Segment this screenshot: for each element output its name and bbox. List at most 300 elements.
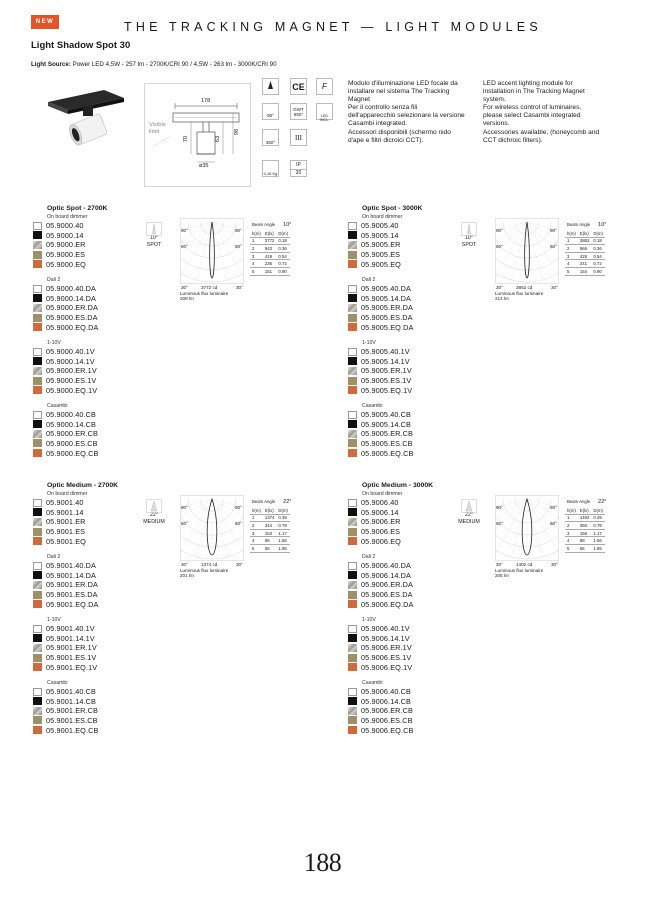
beam-cone-icon xyxy=(146,222,162,236)
dim-width: 178 xyxy=(201,98,211,104)
finish-swatch xyxy=(33,726,42,734)
product-code-row[interactable] xyxy=(348,322,422,332)
beam-table-cell: 3772 xyxy=(264,238,275,244)
product-code-row[interactable] xyxy=(33,221,107,231)
product-code: 05.9005.ER.1V xyxy=(361,366,412,376)
group-label: Casambi xyxy=(362,402,383,409)
section-title: Optic Medium - 2700K xyxy=(47,482,119,489)
polar-label-mid-right: 60° xyxy=(550,244,557,249)
beam-table-cell: 0.36 xyxy=(276,245,290,253)
product-code-row[interactable] xyxy=(33,259,107,269)
product-code-row[interactable] xyxy=(348,284,422,294)
product-code-row[interactable] xyxy=(33,508,118,518)
beam-table-row xyxy=(250,260,290,268)
product-code-row[interactable] xyxy=(33,429,107,439)
beam-table-head-cell: D(m) xyxy=(278,507,288,513)
finish-swatch xyxy=(33,430,42,438)
beam-table-cell: 88 xyxy=(578,537,592,545)
product-code-row[interactable] xyxy=(348,580,433,590)
polar-label-left: 90° xyxy=(181,228,188,233)
product-code-row[interactable] xyxy=(348,240,422,250)
product-code-row[interactable] xyxy=(33,240,107,250)
product-code: 05.9006.ER.CB xyxy=(361,706,414,716)
finish-swatch xyxy=(33,654,42,662)
beam-table-row xyxy=(565,267,605,275)
beam-table-row xyxy=(250,237,290,245)
product-code-row[interactable] xyxy=(33,231,107,241)
product-code: 05.9006.40.CB xyxy=(361,687,411,697)
product-code: 05.9001.40.1V xyxy=(46,624,95,634)
product-code-row[interactable] xyxy=(348,527,433,537)
product-code-row[interactable] xyxy=(348,643,433,653)
product-code-row[interactable] xyxy=(33,303,107,313)
product-code: 05.9005.ES.DA xyxy=(361,313,413,323)
product-code: 05.9001.14.DA xyxy=(46,570,96,580)
polar-label-bottom-right: 30° xyxy=(551,285,558,290)
beam-table-cell: 56 xyxy=(578,544,592,552)
finish-swatch xyxy=(348,231,357,239)
light-source-value: Power LED 4,5W - 257 lm - 2700K/CRI 90 / 4,5W - 263 lm - 3000K/CRI 90 xyxy=(72,61,277,68)
product-code-row[interactable] xyxy=(33,420,107,430)
finish-swatch xyxy=(348,420,357,428)
product-code-row[interactable] xyxy=(33,410,107,420)
light-source-label: Light Source: xyxy=(31,61,71,68)
f-mark-icon: F xyxy=(316,78,333,95)
class-three-icon: III xyxy=(290,129,307,146)
product-code-row[interactable] xyxy=(348,231,422,241)
product-code: 05.9000.EQ.CB xyxy=(46,448,99,458)
product-code: 05.9000.EQ xyxy=(46,259,86,269)
flux-value: 209 lm xyxy=(180,296,194,301)
finish-swatch xyxy=(33,222,42,230)
beam-table-cell: 419 xyxy=(263,252,277,260)
finish-swatch xyxy=(348,357,357,365)
product-code: 05.9001.EQ.CB xyxy=(46,725,99,735)
code-group xyxy=(33,491,118,546)
product-code: 05.9006.ES.1V xyxy=(361,653,412,663)
product-code-row[interactable] xyxy=(348,439,422,449)
product-code-row[interactable] xyxy=(348,517,433,527)
product-code: 05.9006.ES xyxy=(361,527,401,537)
beam-table-head-cell: h(m) xyxy=(567,507,576,513)
product-code: 05.9006.14.1V xyxy=(361,633,410,643)
beam-cone-icon xyxy=(461,499,477,513)
product-code-row[interactable] xyxy=(348,410,422,420)
product-code: 05.9005.14.DA xyxy=(361,293,411,303)
product-code-row[interactable] xyxy=(348,561,433,571)
group-label: 1-10V xyxy=(47,616,61,623)
product-code-row[interactable] xyxy=(33,580,118,590)
product-code: 05.9005.EQ.DA xyxy=(361,322,414,332)
product-code: 05.9000.EQ.1V xyxy=(46,385,98,395)
beam-table-cell: 156 xyxy=(578,529,592,537)
beam-table-row xyxy=(565,245,605,253)
beam-angle-header xyxy=(252,222,292,228)
product-code: 05.9001.ES.DA xyxy=(46,590,98,600)
finish-swatch xyxy=(33,323,42,331)
polar-label-left: 90° xyxy=(496,228,503,233)
product-code-row[interactable] xyxy=(348,624,433,634)
product-code-row[interactable] xyxy=(33,357,107,367)
product-code: 05.9001.EQ.DA xyxy=(46,599,99,609)
beam-table-cell: 0.18 xyxy=(591,237,605,245)
beam-angle-header xyxy=(567,499,607,505)
beam-table-cell: 3 xyxy=(250,529,263,537)
polar-label-bottom-right: 30° xyxy=(551,562,558,567)
product-code: 05.9001.ES.1V xyxy=(46,653,97,663)
finish-swatch xyxy=(33,314,42,322)
code-group xyxy=(348,491,433,546)
beam-table-head-cell: h(m) xyxy=(252,230,261,236)
beam-table-cell: 1 xyxy=(565,237,578,245)
product-code-row[interactable] xyxy=(33,439,107,449)
finish-swatch xyxy=(33,625,42,633)
finish-swatch xyxy=(348,562,357,570)
beam-table-cell: 3 xyxy=(565,252,578,260)
finish-swatch xyxy=(348,294,357,302)
flux-label: Luminous flux luminaire xyxy=(495,568,544,573)
product-code: 05.9005.ER.CB xyxy=(361,429,414,439)
product-code-row[interactable] xyxy=(348,697,433,707)
flood-light-icon xyxy=(262,78,279,95)
product-code-row[interactable] xyxy=(33,571,118,581)
beam-angle-label: Beam Angle xyxy=(252,222,276,227)
polar-label-bottom-left: 30° xyxy=(496,562,503,567)
product-code-row[interactable] xyxy=(348,347,422,357)
finish-swatch xyxy=(348,285,357,293)
beam-table-cell: 1 xyxy=(250,514,263,522)
beam-table-cell: 2 xyxy=(565,245,578,253)
flux-value: 214 lm xyxy=(495,296,509,301)
product-code: 05.9000.40.DA xyxy=(46,284,96,294)
beam-table-head-cell: E(lx) xyxy=(263,507,277,514)
finish-swatch xyxy=(348,663,357,671)
product-code: 05.9005.40.CB xyxy=(361,410,411,420)
beam-table-row xyxy=(250,514,290,522)
product-code: 05.9000.ES.1V xyxy=(46,376,97,386)
finish-swatch xyxy=(33,251,42,259)
finish-swatch xyxy=(348,654,357,662)
finish-swatch xyxy=(348,222,357,230)
product-code: 05.9001.ER.DA xyxy=(46,580,99,590)
finish-swatch xyxy=(33,518,42,526)
product-code-row[interactable] xyxy=(33,527,118,537)
finish-swatch xyxy=(33,581,42,589)
beam-table-cell: 0.39 xyxy=(591,514,605,522)
product-code-row[interactable] xyxy=(348,250,422,260)
product-code-row[interactable] xyxy=(348,429,422,439)
product-code-row[interactable] xyxy=(33,687,118,697)
angle-icon: 90° xyxy=(262,103,279,120)
product-code-row[interactable] xyxy=(33,322,107,332)
beam-table-cell: 0.78 xyxy=(591,522,605,530)
product-code-row[interactable] xyxy=(33,536,118,546)
product-code: 05.9006.ER.1V xyxy=(361,643,412,653)
code-group xyxy=(348,403,422,458)
product-code: 05.9006.EQ.CB xyxy=(361,725,414,735)
beam-table-row xyxy=(250,537,290,545)
product-code-row[interactable] xyxy=(348,662,433,672)
product-code-row[interactable] xyxy=(33,716,118,726)
product-code-row[interactable] xyxy=(33,706,118,716)
finish-swatch xyxy=(348,508,357,516)
visible-limit-label: Visible limit xyxy=(149,122,166,135)
beam-table-cell: 1.95 xyxy=(591,544,605,552)
beam-table-cell: 1.56 xyxy=(276,537,290,545)
finish-swatch xyxy=(33,241,42,249)
product-code: 05.9001.ER.1V xyxy=(46,643,97,653)
beam-table-head-cell: E(lx) xyxy=(578,230,592,237)
beam-table-head-cell: h(m) xyxy=(252,507,261,513)
product-code-row[interactable] xyxy=(33,347,107,357)
group-label: Dali 2 xyxy=(362,553,376,560)
flux-label: Luminous flux luminaire xyxy=(495,291,544,296)
product-code: 05.9006.40.1V xyxy=(361,624,410,634)
polar-label-mid-right: 60° xyxy=(235,244,242,249)
finish-swatch xyxy=(33,377,42,385)
product-code-row[interactable] xyxy=(33,561,118,571)
beam-cone-icon xyxy=(146,499,162,513)
finish-swatch xyxy=(348,439,357,447)
product-code-row[interactable] xyxy=(348,259,422,269)
new-badge: NEW xyxy=(31,15,59,29)
ce-mark-icon: CE xyxy=(290,78,307,95)
finish-swatch xyxy=(33,571,42,579)
section-title: Optic Spot - 2700K xyxy=(47,205,108,212)
product-code: 05.9005.40.1V xyxy=(361,347,410,357)
candela-value: 1402 cd xyxy=(516,562,533,567)
beam-table xyxy=(250,230,290,276)
beam-table-cell: 1374 xyxy=(264,515,275,521)
polar-label-mid-right: 60° xyxy=(235,521,242,526)
product-code-row[interactable] xyxy=(33,284,107,294)
finish-swatch xyxy=(348,581,357,589)
ip-value: 20 xyxy=(295,170,302,176)
candela-value: 3772 cd xyxy=(201,285,218,290)
finish-swatch xyxy=(348,251,357,259)
product-code-row[interactable] xyxy=(348,366,422,376)
beam-table-cell: 55 xyxy=(263,544,277,552)
product-code: 05.9005.14 xyxy=(361,230,399,240)
beam-table-head-cell: D(m) xyxy=(278,230,288,236)
finish-swatch xyxy=(33,420,42,428)
finish-swatch xyxy=(348,386,357,394)
product-code-row[interactable] xyxy=(348,313,422,323)
group-label: Casambi xyxy=(47,679,68,686)
product-code-row[interactable] xyxy=(348,634,433,644)
product-code-row[interactable] xyxy=(348,536,433,546)
beam-table-cell: 0.90 xyxy=(276,267,290,275)
beam-table-cell: 2 xyxy=(250,522,263,530)
flux-label: Luminous flux luminaire xyxy=(180,568,229,573)
group-label: On board dimmer xyxy=(47,491,88,497)
code-group xyxy=(33,617,118,672)
product-code-row[interactable] xyxy=(348,725,433,735)
beam-table-cell: 4 xyxy=(565,260,578,268)
product-code: 05.9000.40.1V xyxy=(46,347,95,357)
finish-swatch xyxy=(33,688,42,696)
beam-angle-value: 10° xyxy=(283,222,292,228)
product-code: 05.9005.EQ xyxy=(361,259,401,269)
finish-swatch xyxy=(33,600,42,608)
product-code-row[interactable] xyxy=(348,385,422,395)
finish-swatch xyxy=(348,367,357,375)
product-code-row[interactable] xyxy=(348,448,422,458)
product-code: 05.9006.14 xyxy=(361,507,399,517)
description-en: LED accent lighting module for installation in The Tracking Magnet system. For wireless control of luminaires, please select Casambi integrated versions. Accessories available, (honeycomb and CCT dichroic filters). xyxy=(483,80,600,144)
beam-table-cell: 2 xyxy=(250,245,263,253)
finish-swatch xyxy=(33,634,42,642)
beam-table-cell: 0.72 xyxy=(591,260,605,268)
code-group xyxy=(33,277,107,332)
product-code-row[interactable] xyxy=(348,590,433,600)
group-label: Dali 2 xyxy=(362,276,376,283)
product-code-row[interactable] xyxy=(33,294,107,304)
group-label: On board dimmer xyxy=(47,214,88,220)
product-image xyxy=(40,88,140,150)
beam-table-cell: 3862 xyxy=(579,238,590,244)
beam-angle-label: Beam Angle xyxy=(567,222,591,227)
finish-swatch xyxy=(348,591,357,599)
product-code: 05.9005.ES.CB xyxy=(361,438,413,448)
polar-label-bottom-left: 30° xyxy=(496,285,503,290)
code-group xyxy=(348,277,422,332)
product-code-row[interactable] xyxy=(33,653,118,663)
product-code-row[interactable] xyxy=(33,250,107,260)
product-code: 05.9000.14.DA xyxy=(46,293,96,303)
product-code-row[interactable] xyxy=(348,508,433,518)
polar-label-right: 90° xyxy=(235,228,242,233)
beam-table-head-cell: h(m) xyxy=(567,230,576,236)
product-code-row[interactable] xyxy=(33,643,118,653)
product-code: 05.9001.EQ.1V xyxy=(46,662,98,672)
flux-value: 205 lm xyxy=(495,573,509,578)
beam-table-head-cell: E(lx) xyxy=(263,230,277,237)
product-code-row[interactable] xyxy=(33,448,107,458)
product-code-row[interactable] xyxy=(33,376,107,386)
polar-label-right: 90° xyxy=(550,228,557,233)
finish-swatch xyxy=(348,411,357,419)
finish-swatch xyxy=(348,241,357,249)
beam-table-cell: 1 xyxy=(250,237,263,245)
product-code: 05.9005.14.CB xyxy=(361,419,411,429)
finish-swatch xyxy=(33,537,42,545)
product-code-row[interactable] xyxy=(33,385,107,395)
polar-label-bottom-left: 30° xyxy=(181,562,188,567)
product-code-row[interactable] xyxy=(348,687,433,697)
product-code-row[interactable] xyxy=(348,716,433,726)
beam-table-header xyxy=(250,507,290,514)
finish-swatch xyxy=(33,304,42,312)
product-code: 05.9005.ER xyxy=(361,240,401,250)
group-label: 1-10V xyxy=(362,616,376,623)
product-code-row[interactable] xyxy=(348,303,422,313)
finish-swatch xyxy=(33,439,42,447)
finish-swatch xyxy=(348,625,357,633)
product-code-row[interactable] xyxy=(348,420,422,430)
page-number: 188 xyxy=(303,848,342,877)
beam-table-row xyxy=(565,260,605,268)
product-code: 05.9000.40.CB xyxy=(46,410,96,420)
product-code-row[interactable] xyxy=(348,599,433,609)
product-code-row[interactable] xyxy=(348,221,422,231)
product-code-row[interactable] xyxy=(33,590,118,600)
product-code: 05.9001.ER xyxy=(46,517,86,527)
beam-table xyxy=(250,507,290,553)
product-code: 05.9006.ES.CB xyxy=(361,715,413,725)
product-code: 05.9006.14.DA xyxy=(361,570,411,580)
beam-table-cell: 1.17 xyxy=(276,529,290,537)
product-code: 05.9005.ES xyxy=(361,250,401,260)
product-code: 05.9005.EQ.1V xyxy=(361,385,413,395)
finish-swatch xyxy=(33,697,42,705)
product-code-row[interactable] xyxy=(348,571,433,581)
beam-table-head-cell: E(lx) xyxy=(578,507,592,514)
beam-table-cell: 236 xyxy=(263,260,277,268)
beam-table-row xyxy=(250,245,290,253)
product-code: 05.9001.14.1V xyxy=(46,633,95,643)
beam-table-cell: 966 xyxy=(578,245,592,253)
finish-swatch xyxy=(33,411,42,419)
finish-swatch xyxy=(33,644,42,652)
product-code: 05.9000.ER.DA xyxy=(46,303,99,313)
product-code: 05.9006.EQ xyxy=(361,536,401,546)
product-code-row[interactable] xyxy=(33,697,118,707)
finish-swatch xyxy=(348,644,357,652)
dim-diameter: ø35 xyxy=(199,163,209,169)
group-label: Casambi xyxy=(47,402,68,409)
finish-swatch xyxy=(33,294,42,302)
product-code-row[interactable] xyxy=(33,366,107,376)
finish-swatch xyxy=(33,386,42,394)
product-code-row[interactable] xyxy=(33,725,118,735)
product-code-row[interactable] xyxy=(348,706,433,716)
beam-table-cell: 3 xyxy=(565,529,578,537)
beam-table-cell: 2 xyxy=(565,522,578,530)
product-code-row[interactable] xyxy=(348,376,422,386)
finish-swatch xyxy=(348,260,357,268)
product-code-row[interactable] xyxy=(33,599,118,609)
finish-swatch xyxy=(348,304,357,312)
beam-cone-icon xyxy=(461,222,477,236)
beam-angle-value: 10° xyxy=(598,222,607,228)
finish-swatch xyxy=(348,707,357,715)
product-code: 05.9001.EQ xyxy=(46,536,86,546)
product-section xyxy=(348,205,422,458)
beam-table-header xyxy=(565,507,605,514)
product-code-row[interactable] xyxy=(348,498,433,508)
polar-label-bottom-right: 30° xyxy=(236,562,243,567)
product-code-row[interactable] xyxy=(33,662,118,672)
product-code-row[interactable] xyxy=(33,313,107,323)
product-code-row[interactable] xyxy=(33,634,118,644)
beam-badge: 10° SPOT xyxy=(146,235,162,248)
product-code: 05.9006.EQ.DA xyxy=(361,599,414,609)
product-code-row[interactable] xyxy=(348,357,422,367)
dim-height-c: 98 xyxy=(234,128,241,136)
product-code-row[interactable] xyxy=(348,294,422,304)
product-code: 05.9005.40 xyxy=(361,221,399,231)
beam-angle-header xyxy=(252,499,292,505)
product-code-row[interactable] xyxy=(33,624,118,634)
product-code-row[interactable] xyxy=(348,653,433,663)
code-group xyxy=(33,680,118,735)
beam-table-row xyxy=(250,544,290,552)
beam-table-cell: 0.39 xyxy=(276,514,290,522)
product-code-row[interactable] xyxy=(33,498,118,508)
product-code-row[interactable] xyxy=(33,517,118,527)
code-group xyxy=(348,680,433,735)
